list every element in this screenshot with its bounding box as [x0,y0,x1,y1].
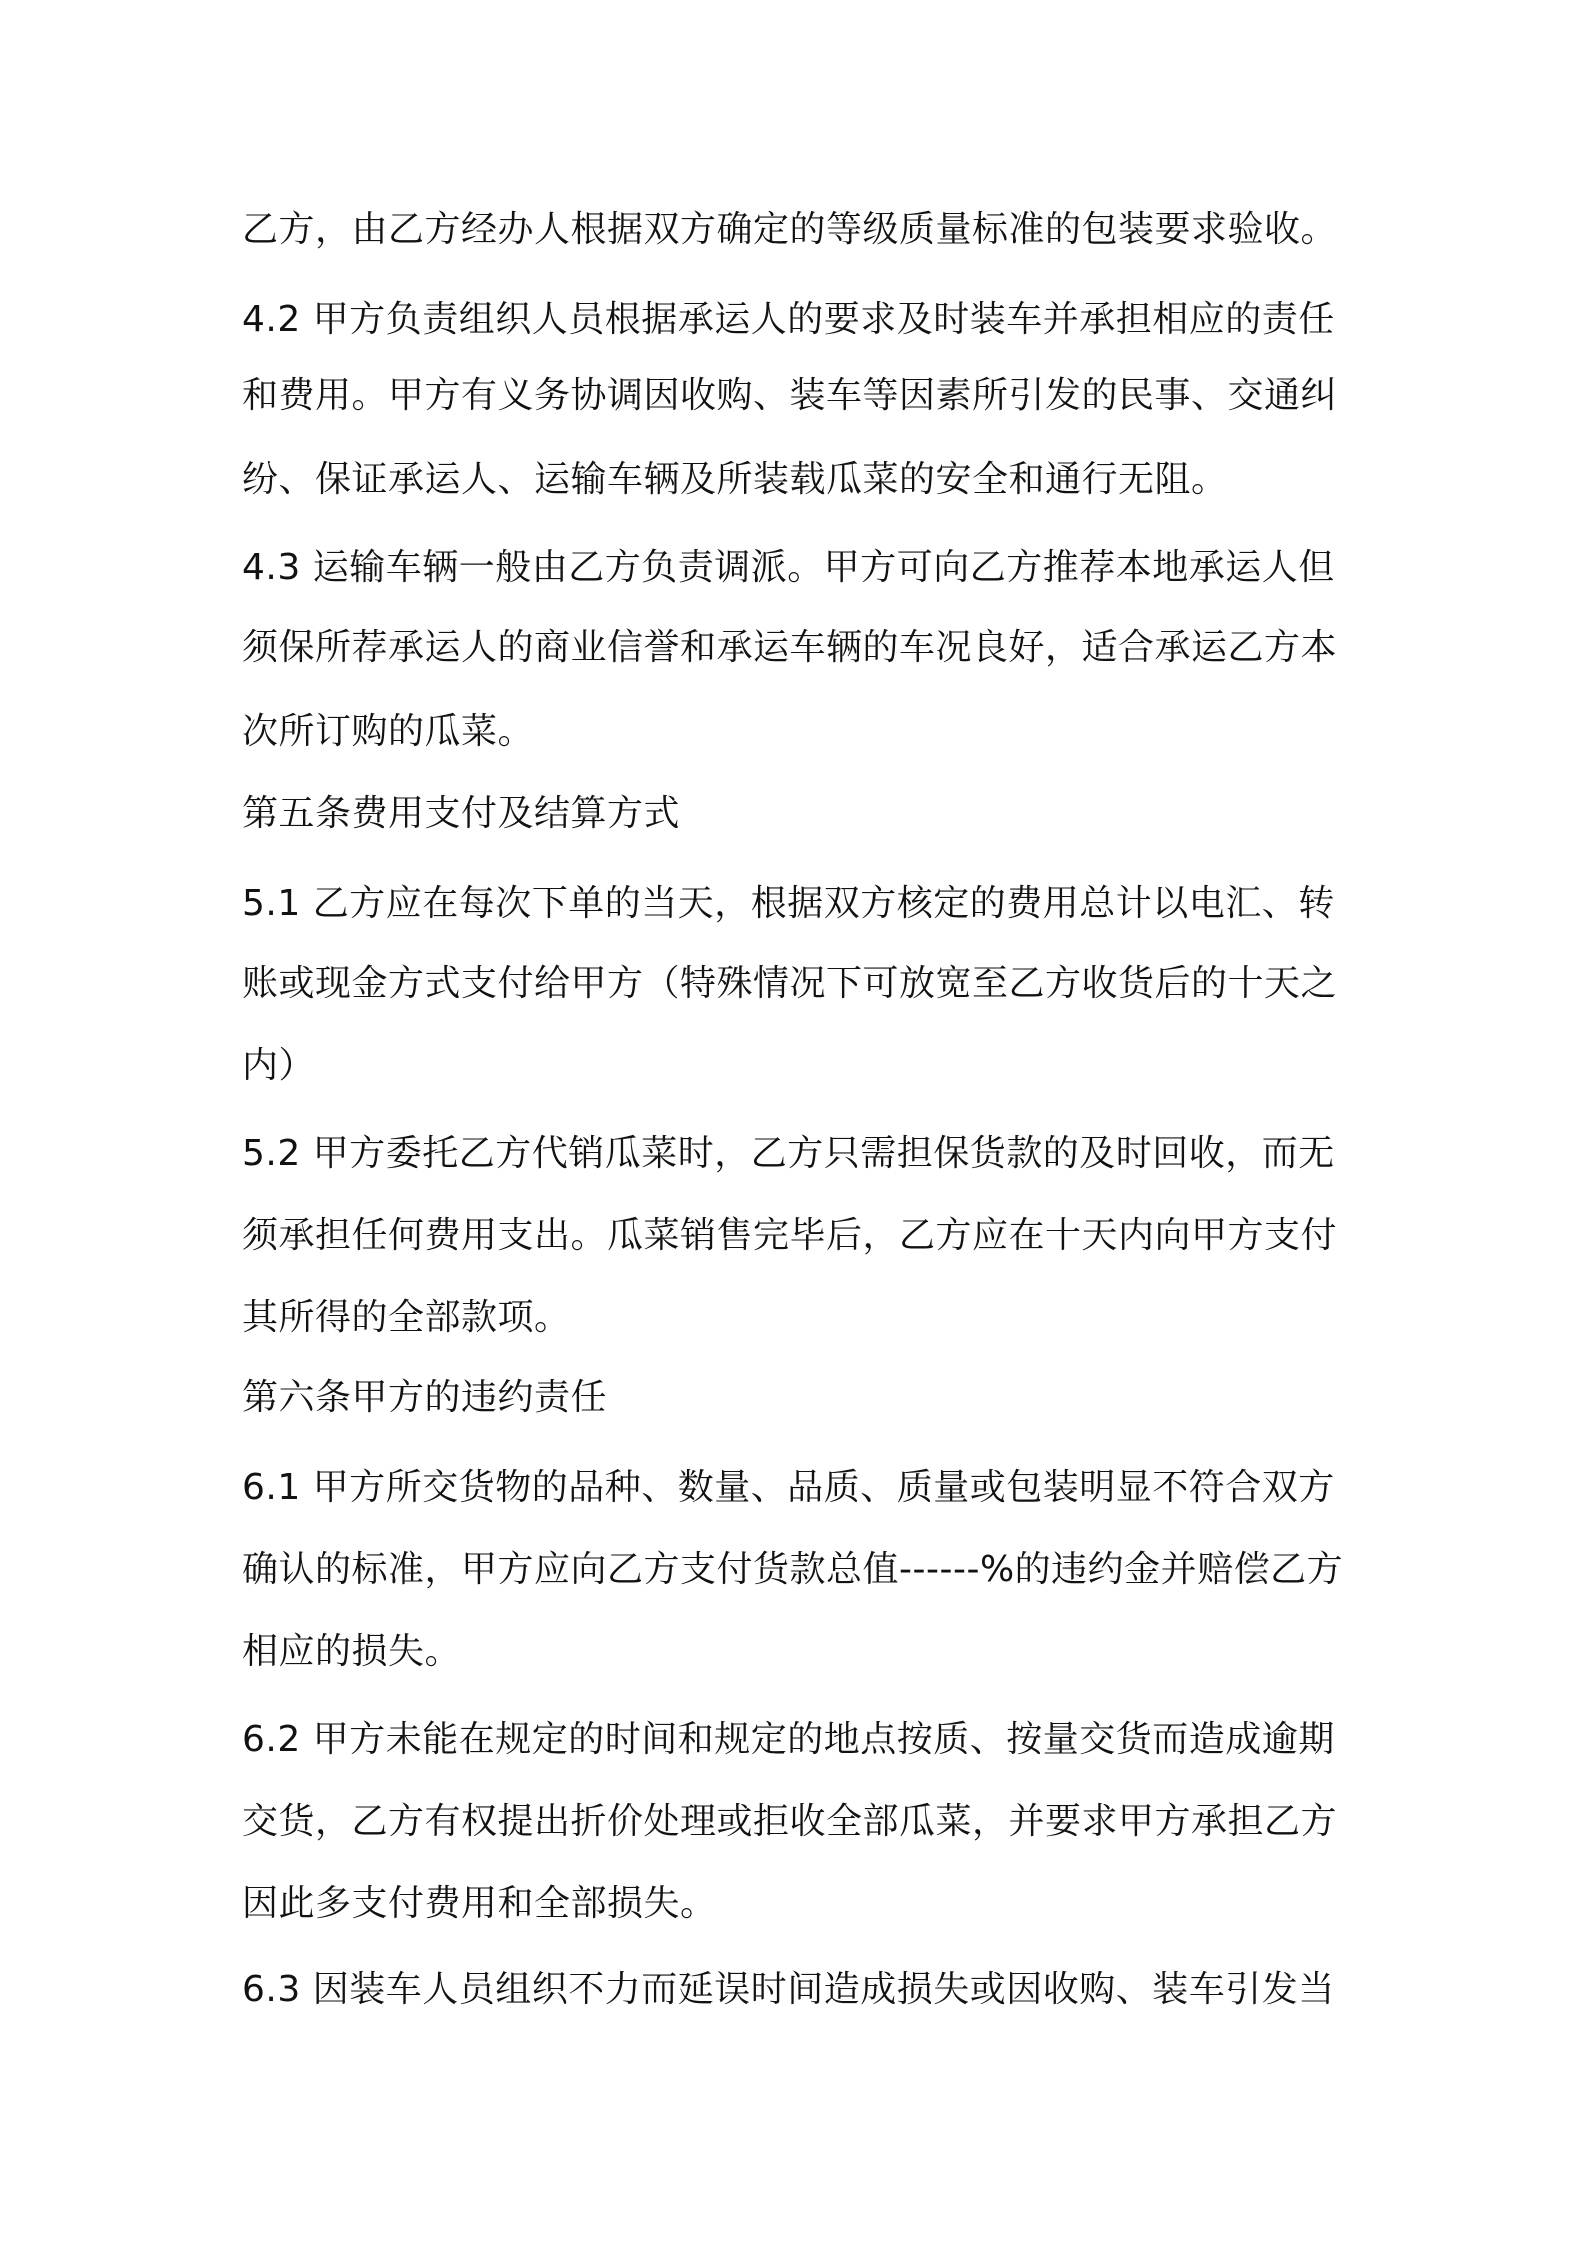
clause-5-1-line-2: 账或现金方式支付给甲方（特殊情况下可放宽至乙方收货后的十天之 [242,963,1338,1004]
clause-6-2-line-2: 交货，乙方有权提出折价处理或拒收全部瓜菜，并要求甲方承担乙方 [242,1801,1338,1842]
clause-5-2-line-3: 其所得的全部款项。 [242,1297,571,1338]
section-6-heading: 第六条甲方的违约责任 [242,1377,608,1418]
clause-4-3-line-2: 须保所荐承运人的商业信誉和承运车辆的车况良好，适合承运乙方本 [242,627,1338,668]
section-5-heading: 第五条费用支付及结算方式 [242,793,681,834]
clause-5-1-line-3: 内） [242,1045,316,1086]
clause-5-2-line-2: 须承担任何费用支出。瓜菜销售完毕后，乙方应在十天内向甲方支付 [242,1215,1338,1256]
clause-6-3-line-1: 6.3 因装车人员组织不力而延误时间造成损失或因收购、装车引发当 [242,1969,1335,2010]
clause-6-1-line-1: 6.1 甲方所交货物的品种、数量、品质、质量或包装明显不符合双方 [242,1467,1335,1508]
clause-4-3-line-3: 次所订购的瓜菜。 [242,711,535,752]
clause-4-2-line-2: 和费用。甲方有义务协调因收购、装车等因素所引发的民事、交通纠 [242,375,1338,416]
clause-5-2-line-1: 5.2 甲方委托乙方代销瓜菜时，乙方只需担保货款的及时回收，而无 [242,1133,1335,1174]
clause-4-2-line-3: 纷、保证承运人、运输车辆及所装载瓜菜的安全和通行无阻。 [242,459,1228,500]
clause-5-1-line-1: 5.1 乙方应在每次下单的当天，根据双方核定的费用总计以电汇、转 [242,883,1335,924]
clause-6-1-line-3: 相应的损失。 [242,1631,462,1672]
text-line: 乙方，由乙方经办人根据双方确定的等级质量标准的包装要求验收。 [242,209,1338,250]
clause-6-1-line-2: 确认的标准，甲方应向乙方支付货款总值------%的违约金并赔偿乙方 [242,1549,1344,1590]
clause-4-3-line-1: 4.3 运输车辆一般由乙方负责调派。甲方可向乙方推荐本地承运人但 [242,547,1335,588]
clause-6-2-line-1: 6.2 甲方未能在规定的时间和规定的地点按质、按量交货而造成逾期 [242,1719,1335,1760]
clause-4-2-line-1: 4.2 甲方负责组织人员根据承运人的要求及时装车并承担相应的责任 [242,299,1335,340]
clause-6-2-line-3: 因此多支付费用和全部损失。 [242,1883,717,1924]
